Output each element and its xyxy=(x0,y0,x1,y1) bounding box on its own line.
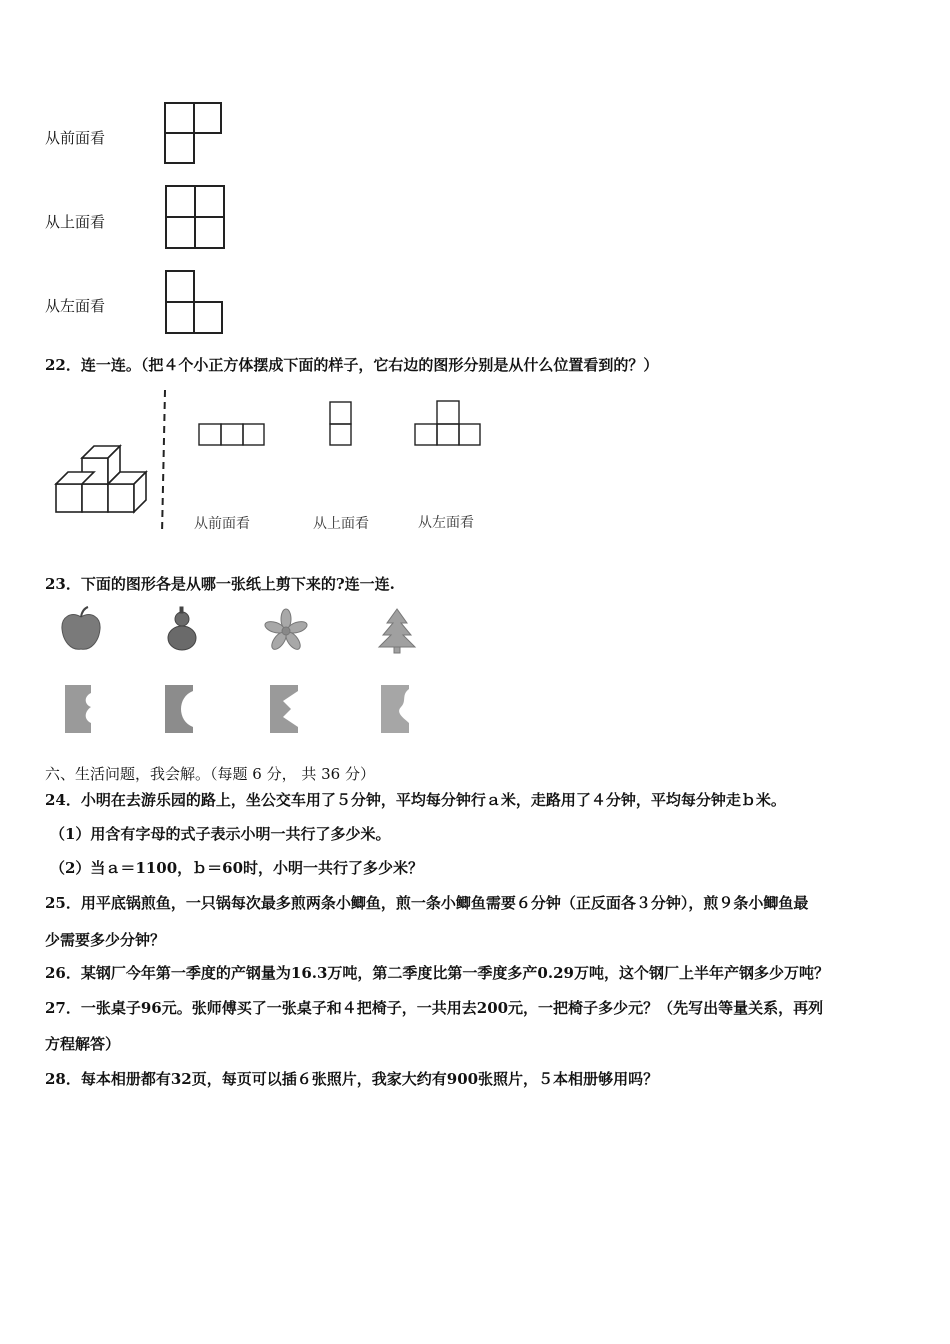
front-view-grid-icon xyxy=(163,100,225,166)
tree-shape-icon xyxy=(379,609,415,653)
left-view-label: 从左面看 xyxy=(45,297,106,315)
gourd-shape-icon xyxy=(168,607,196,650)
cube-stack-icon xyxy=(56,446,146,512)
q22-caption-left: 从左面看 xyxy=(418,515,474,531)
top-view-label: 从上面看 xyxy=(45,213,106,231)
q28-text: 28．每本相册都有32页，每页可以插６张照片，我家大约有900张照片，５本相册够用吗？ xyxy=(45,1070,659,1088)
q22-caption-front: 从前面看 xyxy=(194,516,250,532)
q22-caption-top: 从上面看 xyxy=(313,516,369,532)
view-a-cell xyxy=(243,424,264,445)
paper-piece-3-icon xyxy=(270,685,298,733)
apple-shape-icon xyxy=(62,607,100,649)
q27-line2: 方程解答） xyxy=(45,1035,121,1053)
q25-line1: 25．用平底锅煎鱼，一只锅每次最多煎两条小鲫鱼，煎一条小鲫鱼需要６分钟（正反面各３分钟），煎９条小鲫鱼最 xyxy=(45,894,809,912)
view-c-cell xyxy=(415,424,437,445)
paper-piece-1-icon xyxy=(65,685,91,733)
q24-text: 24．小明在去游乐园的路上，坐公交车用了５分钟，平均每分钟行ａ米，走路用了４分钟，平均每分钟走ｂ米。 xyxy=(45,791,786,809)
q23-text: 23．下面的图形各是从哪一张纸上剪下来的?连一连. xyxy=(45,575,395,593)
paper-piece-4-icon xyxy=(381,685,409,733)
q24-sub1: （1）用含有字母的式子表示小明一共行了多少米。 xyxy=(50,825,391,843)
view-b-cell xyxy=(330,424,351,445)
dashed-divider xyxy=(162,390,165,534)
section6-heading: 六、生活问题，我会解。（每题 6 分， 共 36 分） xyxy=(45,765,375,783)
front-view-label: 从前面看 xyxy=(45,129,106,147)
top-view-grid-icon xyxy=(163,183,229,251)
view-c-cell xyxy=(437,401,459,424)
q25-line2: 少需要多少分钟？ xyxy=(45,931,166,949)
paper-piece-2-icon xyxy=(165,685,193,733)
q22-text: 22．连一连。（把４个小正方体摆成下面的样子，它右边的图形分别是从什么位置看到的？） xyxy=(45,356,659,374)
q27-line1: 27．一张桌子96元。张师傅买了一张桌子和４把椅子，一共用去200元，一把椅子多少元？（先写出等量关系，再列 xyxy=(45,999,824,1017)
view-c-cell xyxy=(437,424,459,445)
left-view-grid-icon xyxy=(163,268,227,336)
q24-sub2: （2）当ａ＝1100，ｂ＝60时，小明一共行了多少米？ xyxy=(50,859,424,877)
view-shapes xyxy=(199,401,480,445)
view-a-cell xyxy=(199,424,221,445)
q23-figure xyxy=(55,605,425,740)
q26-text: 26．某钢厂今年第一季度的产钢量为16.3万吨，第二季度比第一季度多产0.29万吨，这个钢厂上半年产钢多少万吨？ xyxy=(45,964,829,982)
view-b-cell xyxy=(330,402,351,424)
view-c-cell xyxy=(459,424,480,445)
view-a-cell xyxy=(221,424,243,445)
flower-shape-icon xyxy=(264,609,309,652)
